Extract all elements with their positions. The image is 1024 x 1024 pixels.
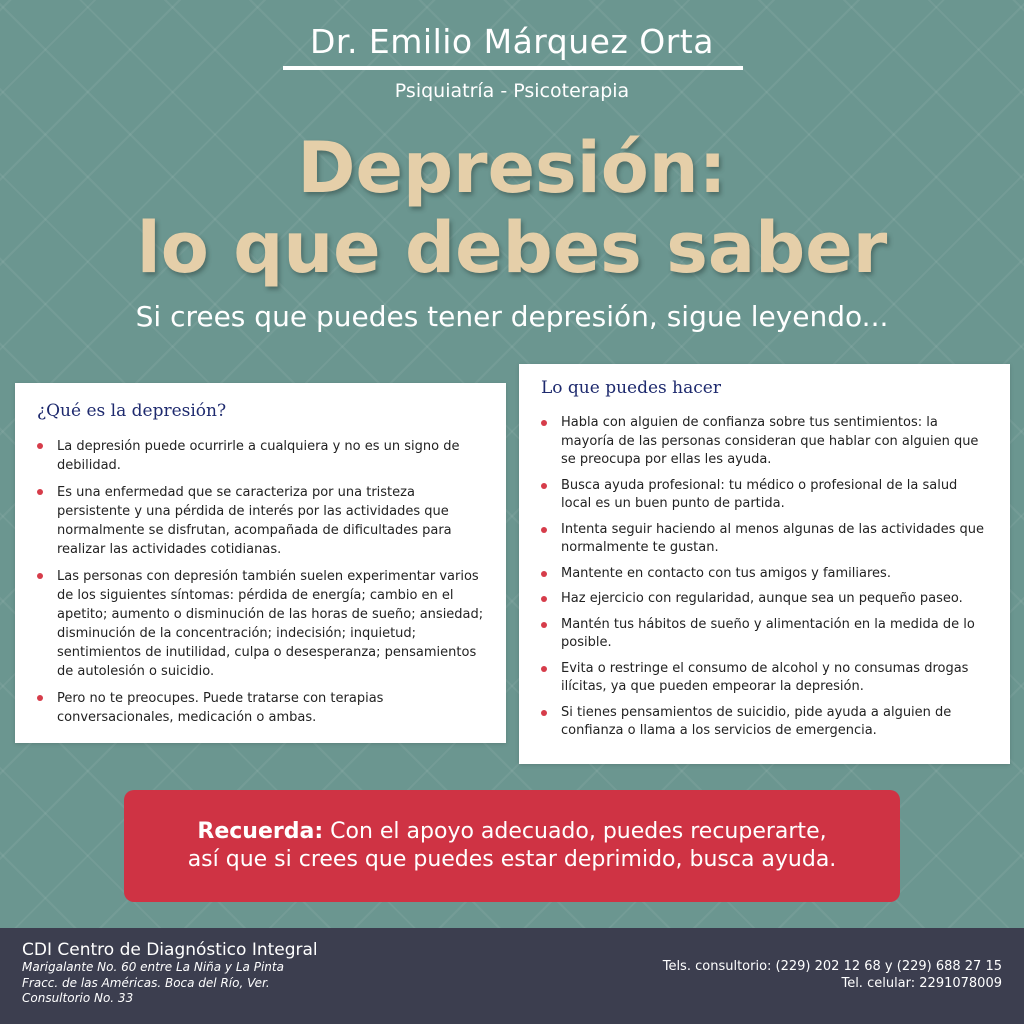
list-item-text: Habla con alguien de confianza sobre tus sentimientos: la mayoría de las personas consideran que hablar con alguien que se preocupa por ellas les ayuda.	[561, 415, 979, 467]
list-item	[541, 565, 988, 584]
reminder-text-1: Con el apoyo adecuado, puedes recuperarte,	[330, 819, 827, 844]
specialty: Psiquiatría - Psicoterapia	[394, 80, 630, 102]
list-item-text: Pero no te preocupes. Puede tratarse con terapias conversacionales, medicación o ambas.	[57, 691, 384, 725]
main-title	[0, 128, 1024, 288]
list-item	[541, 414, 988, 470]
footer-right	[663, 958, 1002, 992]
subtitle: Si crees que puedes tener depresión, sigue leyendo...	[135, 300, 889, 333]
list-item-text: Las personas con depresión también suelen experimentar varios de los siguientes síntomas: pérdida de energía; cambio en el apetito; aumento o disminución de las horas de sueño; ansiedad; disminución de la concentración; indecisión; inquietud; sentimientos de inutilidad, culpa o desesperanza; pensamientos de autolesión o suicidio.	[57, 569, 484, 679]
list-item-text: La depresión puede ocurrirle a cualquiera y no es un signo de debilidad.	[57, 439, 460, 473]
footer	[0, 928, 1024, 1024]
reminder-label: Recuerda:	[197, 819, 324, 844]
list-item	[37, 483, 484, 559]
bullet-list	[37, 437, 484, 727]
doctor-name: Dr. Emilio Márquez Orta	[310, 22, 714, 61]
address-line-3: Consultorio No. 33	[22, 991, 134, 1005]
main-title-line2: lo que debes saber	[136, 207, 888, 289]
list-item	[541, 660, 988, 697]
bullet-icon	[541, 596, 547, 602]
bullet-icon	[37, 489, 43, 495]
reminder-banner	[124, 790, 900, 902]
list-item-text: Mantente en contacto con tus amigos y familiares.	[561, 565, 891, 581]
list-item-text: Es una enfermedad que se caracteriza por una tristeza persistente y una pérdida de interés por las actividades que normalmente se disfrutan, acompañada de dificultades para realizar las actividades cotidianas.	[57, 485, 452, 557]
list-item	[37, 437, 484, 475]
list-item	[541, 521, 988, 558]
bullet-icon	[541, 710, 547, 716]
list-item-text: Evita o restringe el consumo de alcohol y no consumas drogas ilícitas, ya que pueden empeorar la depresión.	[561, 660, 969, 694]
bullet-list	[541, 414, 988, 741]
bullet-icon	[37, 573, 43, 579]
list-item	[541, 590, 988, 609]
bullet-icon	[37, 695, 43, 701]
bullet-icon	[541, 666, 547, 672]
list-item-text: Haz ejercicio con regularidad, aunque sea un pequeño paseo.	[561, 591, 963, 606]
list-item	[37, 689, 484, 727]
list-item-text: Si tienes pensamientos de suicidio, pide ayuda a alguien de confianza o llama a los servicios de emergencia.	[561, 704, 952, 738]
bullet-icon	[541, 622, 547, 628]
bullet-icon	[541, 420, 547, 426]
reminder-line1	[124, 818, 900, 846]
bullet-icon	[541, 527, 547, 533]
list-item-text: Busca ayuda profesional: tu médico o profesional de la salud local es un buen punto de partida.	[561, 477, 958, 511]
list-item	[541, 704, 988, 741]
address-line-2: Fracc. de las Américas. Boca del Río, Ver.	[22, 975, 270, 990]
list-item-text: Intenta seguir haciendo al menos algunas de las actividades que normalmente te gustan.	[561, 521, 985, 555]
bullet-icon	[541, 483, 547, 489]
list-item	[37, 567, 484, 681]
card-heading: Lo que puedes hacer	[541, 378, 721, 398]
address-line-1: Marigalante No. 60 entre La Niña y La Pinta	[22, 960, 284, 974]
bullet-icon	[541, 571, 547, 577]
office-phones: Tels. consultorio: (229) 202 12 68 y (229) 688 27 15	[662, 959, 1002, 974]
name-underline	[283, 66, 743, 70]
footer-left	[22, 940, 318, 1007]
what-you-can-do-card	[519, 364, 1010, 764]
cell-phone: Tel. celular: 2291078009	[841, 976, 1002, 991]
main-title-line1: Depresión:	[297, 127, 727, 209]
list-item	[541, 477, 988, 514]
reminder-text-2: así que si crees que puedes estar deprimido, busca ayuda.	[187, 847, 837, 872]
list-item-text: Mantén tus hábitos de sueño y alimentación en la medida de lo posible.	[561, 616, 975, 650]
bullet-icon	[37, 443, 43, 449]
what-is-depression-card	[15, 383, 506, 743]
center-name: CDI Centro de Diagnóstico Integral	[22, 940, 318, 960]
card-heading: ¿Qué es la depresión?	[37, 401, 227, 421]
list-item	[541, 616, 988, 653]
